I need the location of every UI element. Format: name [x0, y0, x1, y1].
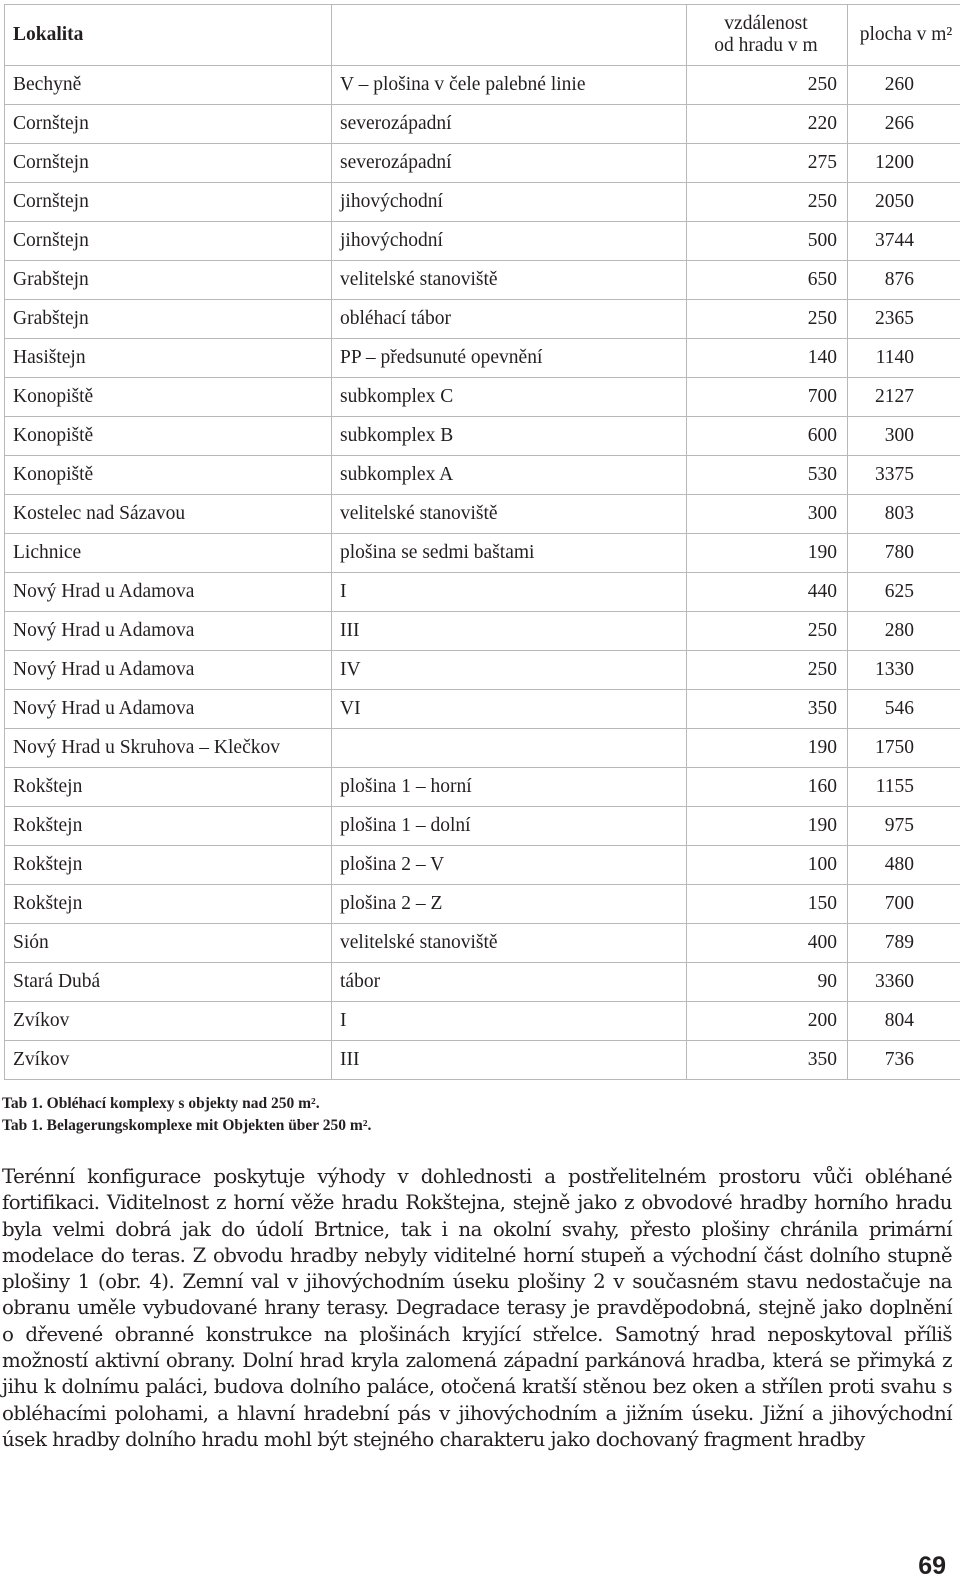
cell-distance: 250	[687, 183, 848, 222]
table-row	[5, 300, 960, 339]
cell-area: 280	[848, 612, 960, 651]
cell-note: IV	[332, 651, 687, 690]
table-row	[5, 105, 960, 144]
cell-note: severozápadní	[332, 105, 687, 144]
cell-area: 2365	[848, 300, 960, 339]
cell-note: subkomplex C	[332, 378, 687, 417]
cell-note: plošina 2 – Z	[332, 885, 687, 924]
cell-note: subkomplex B	[332, 417, 687, 456]
table-row	[5, 534, 960, 573]
header-area: plocha v m²	[848, 5, 960, 66]
cell-area: 1200	[848, 144, 960, 183]
cell-area: 789	[848, 924, 960, 963]
cell-distance: 350	[687, 690, 848, 729]
cell-distance: 700	[687, 378, 848, 417]
cell-note: plošina 1 – dolní	[332, 807, 687, 846]
cell-area: 876	[848, 261, 960, 300]
table-row	[5, 1041, 960, 1080]
table-header-row	[5, 5, 960, 66]
cell-distance: 190	[687, 534, 848, 573]
table-row	[5, 768, 960, 807]
cell-area: 480	[848, 846, 960, 885]
cell-note	[332, 729, 687, 768]
cell-area: 2050	[848, 183, 960, 222]
cell-note: jihovýchodní	[332, 222, 687, 261]
cell-distance: 250	[687, 66, 848, 105]
cell-distance: 650	[687, 261, 848, 300]
cell-locality: Nový Hrad u Adamova	[5, 651, 332, 690]
cell-locality: Lichnice	[5, 534, 332, 573]
table-row	[5, 261, 960, 300]
cell-note: I	[332, 1002, 687, 1041]
cell-locality: Zvíkov	[5, 1002, 332, 1041]
cell-distance: 100	[687, 846, 848, 885]
cell-locality: Sión	[5, 924, 332, 963]
cell-locality: Rokštejn	[5, 807, 332, 846]
cell-note: tábor	[332, 963, 687, 1002]
cell-area: 266	[848, 105, 960, 144]
table-row	[5, 885, 960, 924]
cell-locality: Konopiště	[5, 456, 332, 495]
cell-note: III	[332, 612, 687, 651]
cell-locality: Cornštejn	[5, 183, 332, 222]
table-row	[5, 378, 960, 417]
table-row	[5, 144, 960, 183]
cell-distance: 150	[687, 885, 848, 924]
cell-area: 1750	[848, 729, 960, 768]
table-row	[5, 846, 960, 885]
cell-area: 3360	[848, 963, 960, 1002]
body-paragraph: Terénní konfigurace poskytuje výhody v dohlednosti a postřelitelném prostoru vůči obléhané fortifikaci. Viditelnost z horní věže hradu Rokštejna, stejně jako z obvodové hradby horního hradu byla velmi dobrá jak do údolí Brtnice, tak i na okolní svahy, přesto plošiny chránila primární modelace do teras. Z obvodu hradby nebyly viditelné horní stupeň a východní část dolního stupně plošiny 1 (obr. 4). Zemní val v jihovýchodním úseku plošiny 2 v současném stavu nedostačuje na obranu uměle vybudované hrany terasy. Degradace terasy je pravděpodobná, stejně jako doplnění o dřevené obranné konstrukce na plošinách kryjící střelce. Samotný hrad neposkytoval příliš možností aktivní obrany. Dolní hrad kryla zalomená západní parkánová hradba, která se přimyká z jihu k dolnímu paláci, budova dolního paláce, otočená kratší stěnou bez oken a střílen proti svahu s obléhacími polohami, a hlavní hradební pás v jihovýchodním a jižním úseku. Jižní a jihovýchodní úsek hradby dolního hradu mohl být stejného charakteru jako dochovaný fragment hradby	[2, 1165, 952, 1451]
cell-note: velitelské stanoviště	[332, 495, 687, 534]
cell-locality: Rokštejn	[5, 846, 332, 885]
cell-area: 1155	[848, 768, 960, 807]
cell-locality: Nový Hrad u Adamova	[5, 690, 332, 729]
cell-distance: 200	[687, 1002, 848, 1041]
cell-locality: Cornštejn	[5, 105, 332, 144]
table-row	[5, 222, 960, 261]
cell-distance: 140	[687, 339, 848, 378]
cell-locality: Bechyně	[5, 66, 332, 105]
header-distance	[687, 5, 848, 66]
cell-area: 625	[848, 573, 960, 612]
cell-note: PP – předsunuté opevnění	[332, 339, 687, 378]
page-number: 69	[918, 1552, 946, 1580]
cell-area: 975	[848, 807, 960, 846]
table-row	[5, 456, 960, 495]
table-row	[5, 183, 960, 222]
cell-area: 700	[848, 885, 960, 924]
cell-locality: Rokštejn	[5, 768, 332, 807]
table-row	[5, 612, 960, 651]
cell-area: 736	[848, 1041, 960, 1080]
cell-note: plošina 2 – V	[332, 846, 687, 885]
cell-distance: 300	[687, 495, 848, 534]
cell-distance: 600	[687, 417, 848, 456]
cell-distance: 350	[687, 1041, 848, 1080]
cell-locality: Konopiště	[5, 378, 332, 417]
cell-locality: Zvíkov	[5, 1041, 332, 1080]
cell-locality: Kostelec nad Sázavou	[5, 495, 332, 534]
cell-note: velitelské stanoviště	[332, 261, 687, 300]
cell-locality: Stará Dubá	[5, 963, 332, 1002]
cell-area: 546	[848, 690, 960, 729]
table-row	[5, 690, 960, 729]
cell-area: 260	[848, 66, 960, 105]
cell-area: 803	[848, 495, 960, 534]
table-row	[5, 729, 960, 768]
cell-note: obléhací tábor	[332, 300, 687, 339]
cell-distance: 190	[687, 807, 848, 846]
cell-locality: Cornštejn	[5, 222, 332, 261]
header-distance-line2: od hradu v m	[714, 35, 818, 56]
table-row	[5, 651, 960, 690]
table-row	[5, 495, 960, 534]
table-row	[5, 66, 960, 105]
siege-complex-table	[4, 4, 960, 1080]
cell-locality: Nový Hrad u Skruhova – Klečkov	[5, 729, 332, 768]
table-row	[5, 573, 960, 612]
cell-area: 3744	[848, 222, 960, 261]
cell-distance: 275	[687, 144, 848, 183]
cell-distance: 530	[687, 456, 848, 495]
cell-note: plošina se sedmi baštami	[332, 534, 687, 573]
cell-area: 2127	[848, 378, 960, 417]
cell-locality: Grabštejn	[5, 300, 332, 339]
cell-note: severozápadní	[332, 144, 687, 183]
cell-note: jihovýchodní	[332, 183, 687, 222]
table-caption-czech: Tab 1. Obléhací komplexy s objekty nad 250 m².	[2, 1095, 320, 1112]
header-distance-line1: vzdálenost	[724, 13, 808, 34]
table-row	[5, 963, 960, 1002]
cell-area: 780	[848, 534, 960, 573]
cell-distance: 250	[687, 300, 848, 339]
cell-distance: 90	[687, 963, 848, 1002]
cell-distance: 250	[687, 612, 848, 651]
cell-distance: 500	[687, 222, 848, 261]
table-caption-german: Tab 1. Belagerungskomplexe mit Objekten über 250 m².	[2, 1117, 372, 1134]
table-body	[5, 66, 960, 1080]
cell-area: 3375	[848, 456, 960, 495]
cell-distance: 220	[687, 105, 848, 144]
cell-locality: Nový Hrad u Adamova	[5, 573, 332, 612]
table-row	[5, 339, 960, 378]
cell-note: VI	[332, 690, 687, 729]
cell-locality: Grabštejn	[5, 261, 332, 300]
header-locality: Lokalita	[5, 5, 332, 66]
cell-note: velitelské stanoviště	[332, 924, 687, 963]
cell-distance: 160	[687, 768, 848, 807]
cell-locality: Rokštejn	[5, 885, 332, 924]
cell-locality: Konopiště	[5, 417, 332, 456]
cell-area: 1330	[848, 651, 960, 690]
cell-note: plošina 1 – horní	[332, 768, 687, 807]
header-note	[332, 5, 687, 66]
table-row	[5, 1002, 960, 1041]
cell-distance: 190	[687, 729, 848, 768]
cell-locality: Cornštejn	[5, 144, 332, 183]
cell-note: subkomplex A	[332, 456, 687, 495]
table-row	[5, 417, 960, 456]
cell-locality: Nový Hrad u Adamova	[5, 612, 332, 651]
cell-area: 804	[848, 1002, 960, 1041]
cell-note: III	[332, 1041, 687, 1080]
cell-area: 300	[848, 417, 960, 456]
cell-area: 1140	[848, 339, 960, 378]
cell-distance: 250	[687, 651, 848, 690]
cell-distance: 440	[687, 573, 848, 612]
cell-note: V – plošina v čele palebné linie	[332, 66, 687, 105]
cell-locality: Hasištejn	[5, 339, 332, 378]
cell-note: I	[332, 573, 687, 612]
table-row	[5, 807, 960, 846]
cell-distance: 400	[687, 924, 848, 963]
table-row	[5, 924, 960, 963]
